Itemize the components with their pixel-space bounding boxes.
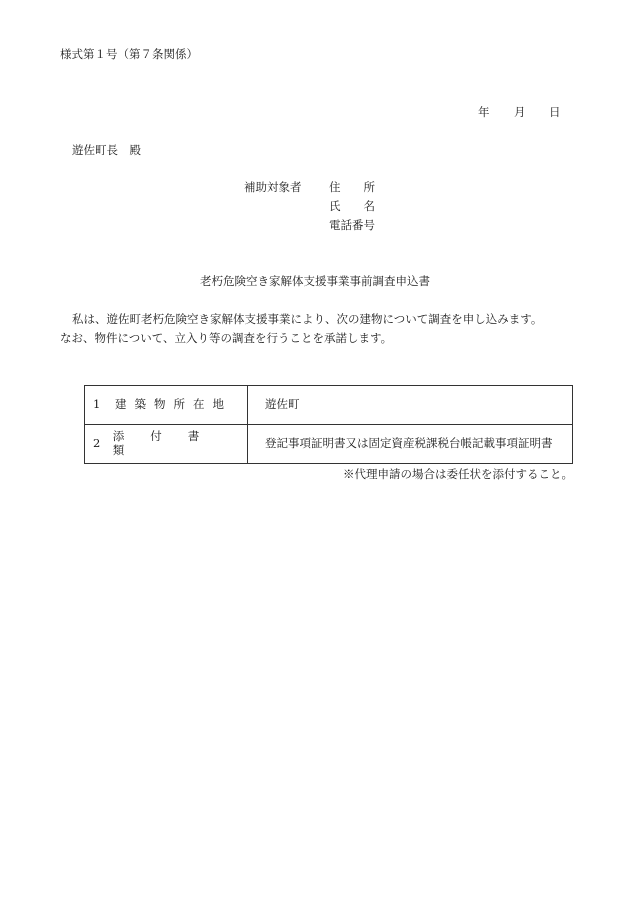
row-label: 添付書類 [112,429,226,457]
table-value-cell: 登記事項証明書又は固定資産税課税台帳記載事項証明書 [248,425,573,464]
form-number: 様式第１号（第７条関係） [60,47,198,61]
body-text-line1: 私は、遊佐町老朽危険空き家解体支援事業により、次の建物について調査を申し込みます。 [72,312,543,326]
date-month-label: 月 [514,105,526,119]
applicant-phone-label: 電話番号 [329,218,375,232]
table-row [85,386,573,425]
table-label-cell [85,386,248,425]
form-title: 老朽危険空き家解体支援事業事前調査申込書 [200,274,430,288]
date-day-label: 日 [549,105,561,119]
table-row [85,425,573,464]
body-text-line2: なお、物件について、立入り等の調査を行うことを承諾します。 [60,331,393,345]
applicant-label: 補助対象者 [244,180,302,194]
proxy-note: ※代理申請の場合は委任状を添付すること。 [343,467,573,481]
items-table [84,385,573,464]
table-label-cell [85,425,248,464]
row-label: 建築物所在地 [115,397,232,412]
applicant-address-label: 住 所 [329,180,375,194]
row-number: 1 [93,397,101,412]
addressee: 遊佐町長 殿 [72,143,141,157]
row-number: 2 [93,436,101,451]
date-year-label: 年 [478,105,490,119]
applicant-name-label: 氏 名 [329,199,375,213]
table-value-cell: 遊佐町 [248,386,573,425]
